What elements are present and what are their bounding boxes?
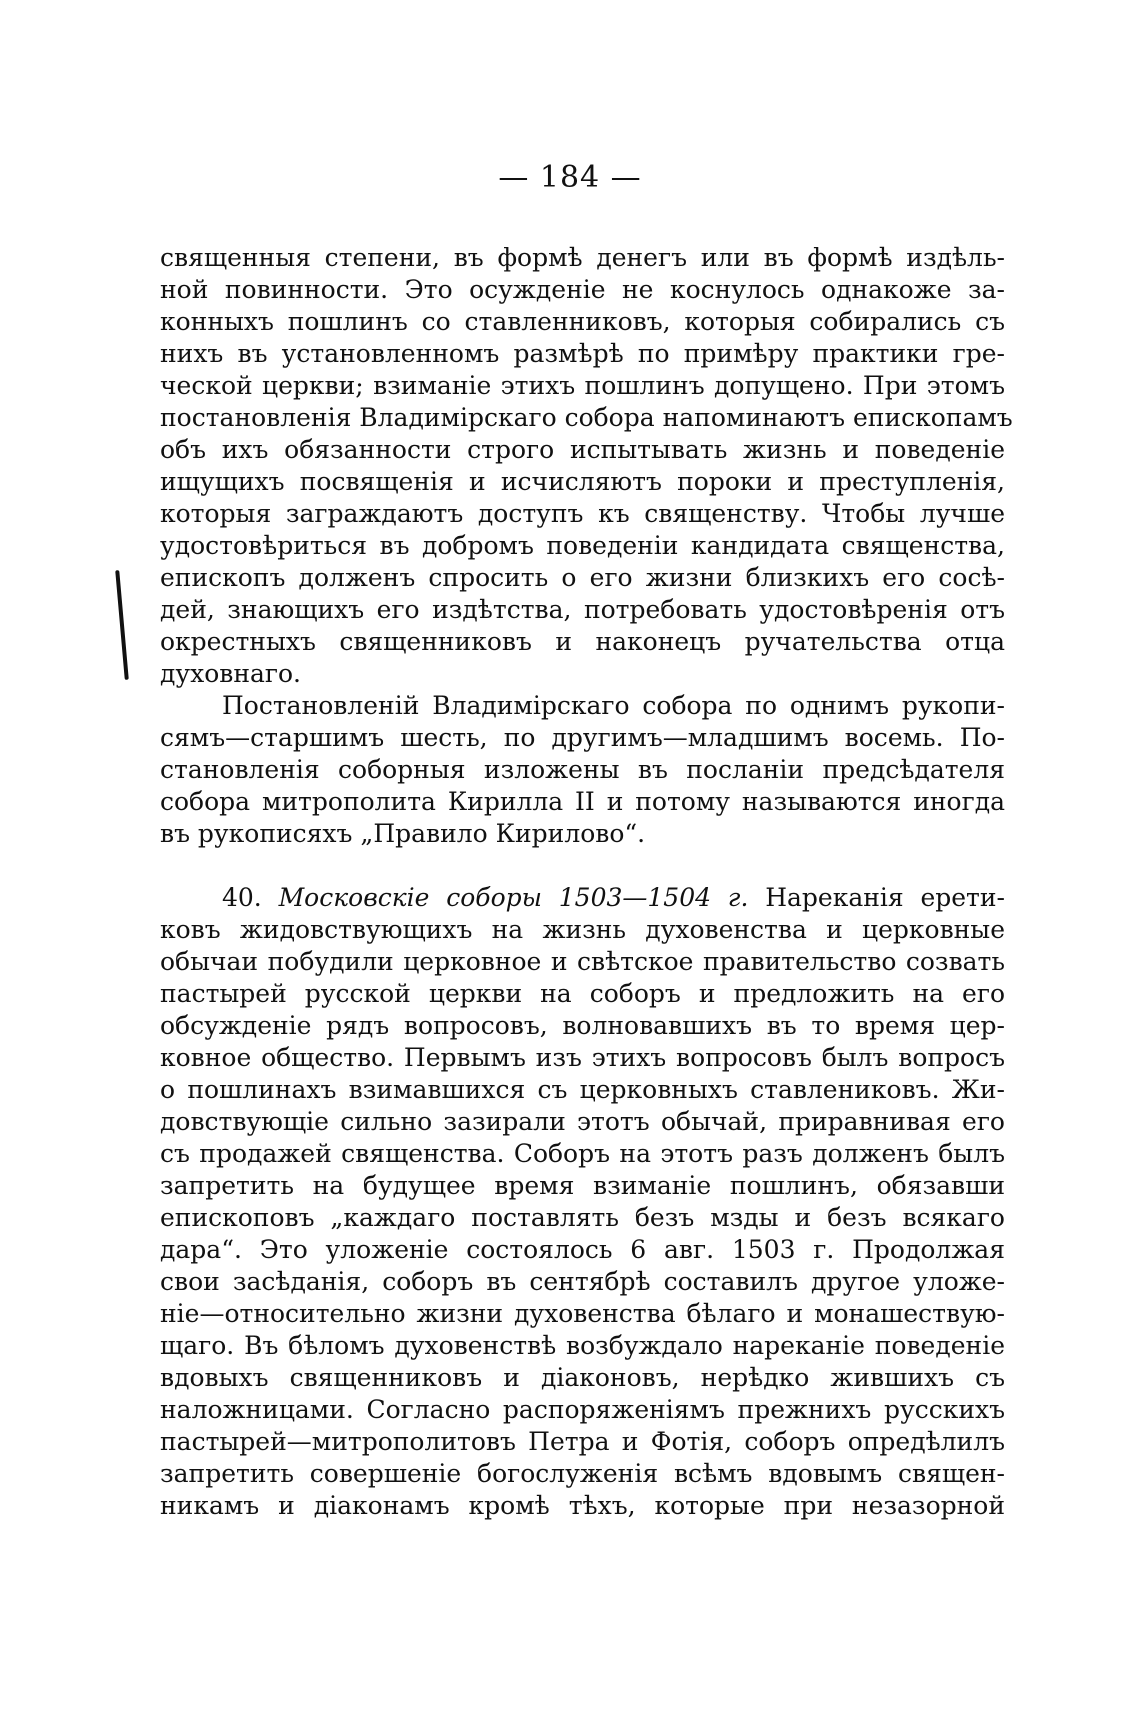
paragraph-3: [160, 882, 1005, 1522]
text-line: запретить совершеніе богослуженія всѣмъ вдовымъ священ-: [160, 1459, 1005, 1488]
text-line: духовнаго.: [160, 659, 301, 688]
text-line: съ продажей священства. Соборъ на этотъ разъ долженъ былъ: [160, 1139, 1005, 1168]
text-line: вдовыхъ священниковъ и діаконовъ, нерѣдко жившихъ съ: [160, 1363, 1005, 1392]
text-line: дей, знающихъ его издѣтства, потребовать удостовѣренія отъ: [160, 595, 1005, 624]
text-line: Постановленій Владимірскаго собора по однимъ рукопи-: [222, 691, 1005, 720]
text-line: обычаи побудили церковное и свѣтское правительство созвать: [160, 947, 1005, 976]
text-line: пастырей—митрополитовъ Петра и Фотія, соборъ опредѣлилъ: [160, 1427, 1005, 1456]
text-line: священныя степени, въ формѣ денегъ или въ формѣ издѣль-: [160, 243, 1005, 272]
text-line: епископовъ „каждаго поставлять безъ мзды и безъ всякаго: [160, 1203, 1005, 1232]
text-line: пастырей русской церкви на соборъ и предложить на его: [160, 979, 1005, 1008]
paragraph-1: [160, 242, 1013, 690]
text-line: ковъ жидовствующихъ на жизнь духовенства и церковные: [160, 915, 1005, 944]
text-line: ческой церкви; взиманіе этихъ пошлинъ допущено. При этомъ: [160, 371, 1005, 400]
text-line: объ ихъ обязанности строго испытывать жизнь и поведеніе: [160, 435, 1005, 464]
text-line: обсужденіе рядъ вопросовъ, волновавшихъ въ то время цер-: [160, 1011, 1005, 1040]
text-line: сямъ—старшимъ шесть, по другимъ—младшимъ восемь. По-: [160, 723, 1005, 752]
text-line: ной повинности. Это осужденіе не коснулось однакоже за-: [160, 275, 1005, 304]
text-line: о пошлинахъ взимавшихся съ церковныхъ ставлениковъ. Жи-: [160, 1075, 1005, 1104]
text-line: въ рукописяхъ „Правило Кирилово“.: [160, 819, 646, 848]
text-line: дара“. Это уложеніе состоялось 6 авг. 1503 г. Продолжая: [160, 1235, 1005, 1264]
text-line: епископъ долженъ спросить о его жизни близкихъ его сосѣ-: [160, 563, 1005, 592]
text-line: окрестныхъ священниковъ и наконецъ ручательства отца: [160, 627, 1005, 656]
text-line: довствующіе сильно зазирали этотъ обычай, приравнивая его: [160, 1107, 1005, 1136]
text-line: удостовѣриться въ добромъ поведеніи кандидата священства,: [160, 531, 1005, 560]
section-number: 40.: [222, 883, 262, 912]
text-line: которыя заграждаютъ доступъ къ священству. Чтобы лучше: [160, 499, 1005, 528]
text-fragment: Нареканія ерети-: [765, 883, 1005, 912]
text-line: постановленія Владимірскаго собора напоминаютъ епископамъ: [160, 403, 1013, 432]
text-line: ищущихъ посвященія и исчисляютъ пороки и преступленія,: [160, 467, 1005, 496]
text-line: щаго. Въ бѣломъ духовенствѣ возбуждало нареканіе поведеніе: [160, 1331, 1005, 1360]
paragraph-2: [160, 690, 1005, 850]
section-heading-line: [160, 882, 1005, 914]
text-line: ніе—относительно жизни духовенства бѣлаго и монашествую-: [160, 1299, 1005, 1328]
text-line: запретить на будущее время взиманіе пошлинъ, обязавши: [160, 1171, 1005, 1200]
text-line: становленія соборныя изложены въ посланіи предсѣдателя: [160, 755, 1005, 784]
text-line: свои засѣданія, соборъ въ сентябрѣ составилъ другое уложе-: [160, 1267, 1005, 1296]
page-number: — 184 —: [498, 160, 642, 195]
text-line: собора митрополита Кирилла II и потому называются иногда: [160, 787, 1005, 816]
text-line: ковное общество. Первымъ изъ этихъ вопросовъ былъ вопросъ: [160, 1043, 1005, 1072]
margin-mark: [115, 570, 129, 680]
section-title: Московскіе соборы 1503—1504 г.: [278, 883, 749, 912]
text-line: нихъ въ установленномъ размѣрѣ по примѣру практики гре-: [160, 339, 1005, 368]
text-line: наложницами. Согласно распоряженіямъ прежнихъ русскихъ: [160, 1395, 1005, 1424]
text-line: конныхъ пошлинъ со ставленниковъ, которыя собирались съ: [160, 307, 1005, 336]
text-line: никамъ и діаконамъ кромѣ тѣхъ, которые при незазорной: [160, 1491, 1005, 1520]
